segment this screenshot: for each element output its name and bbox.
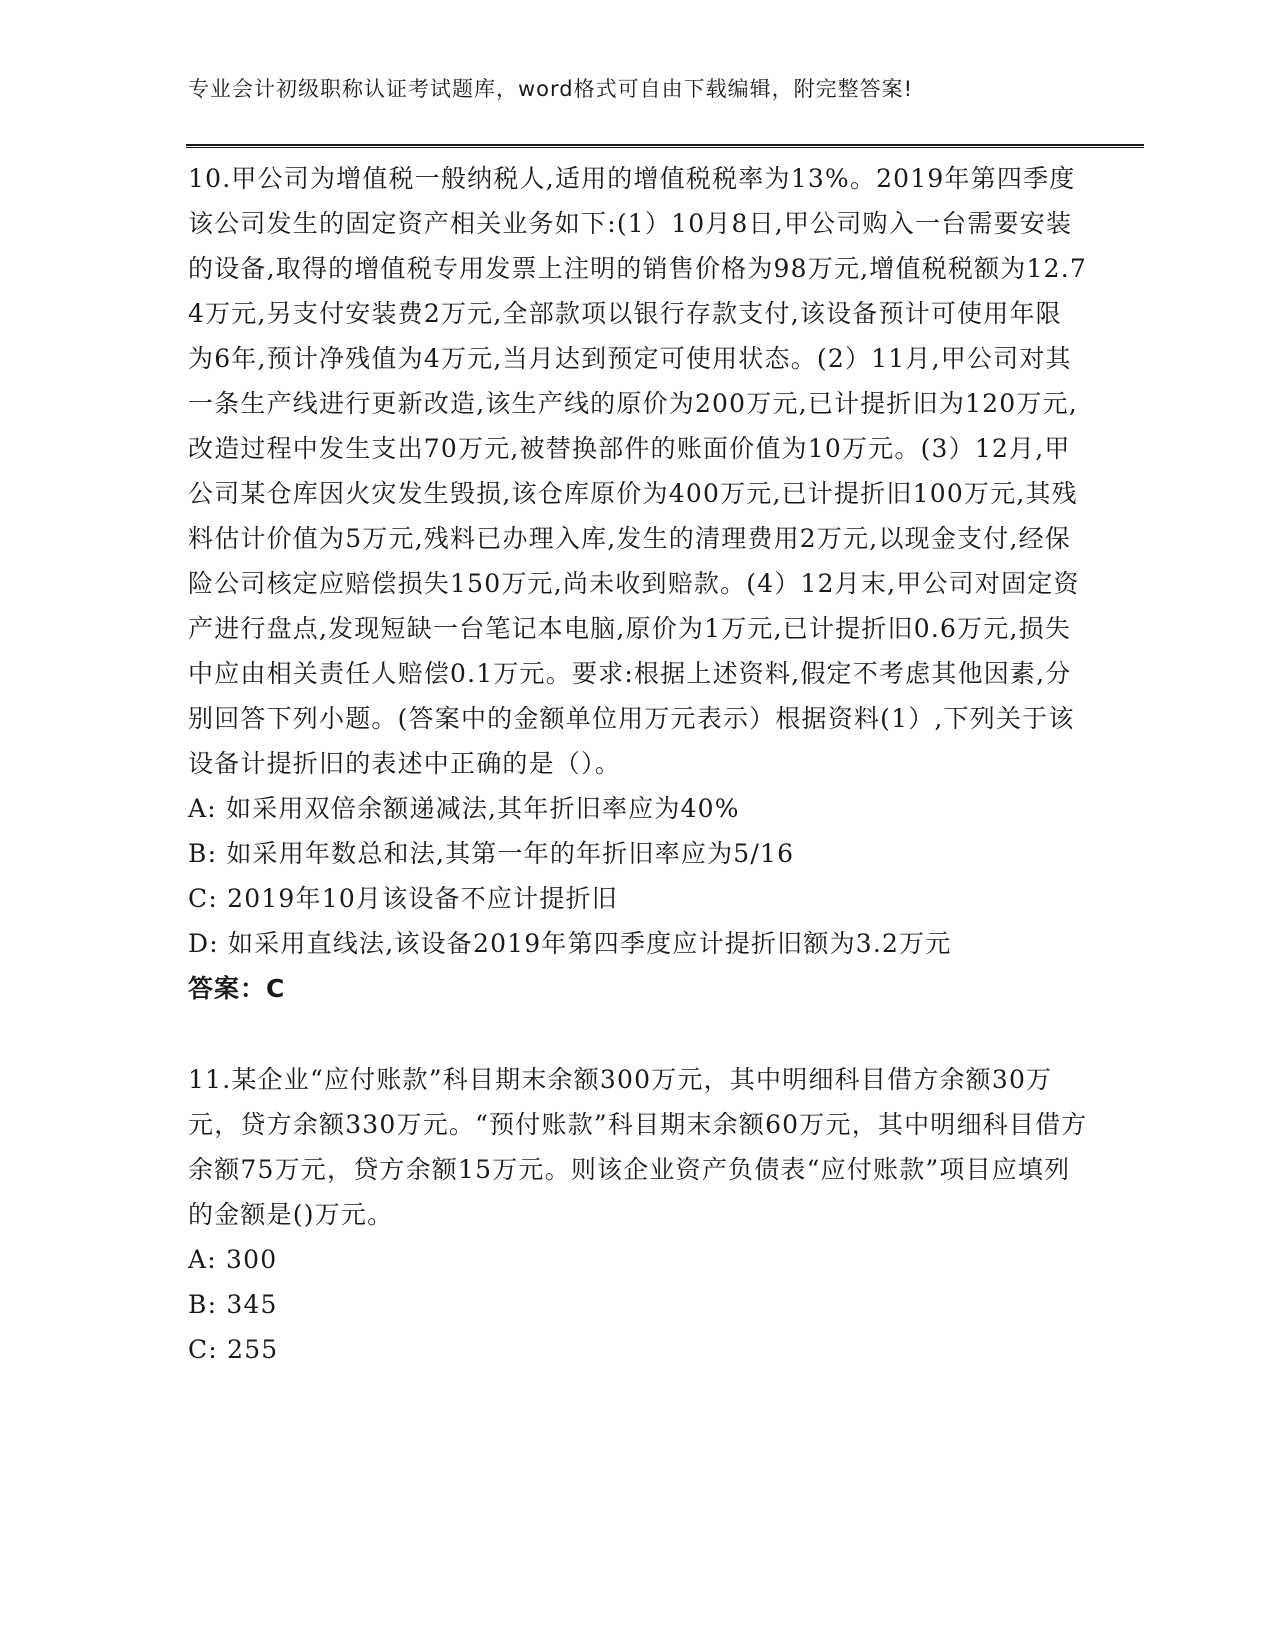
question-10 — [188, 156, 1088, 1011]
question-11 — [188, 1057, 1088, 1372]
option-d: D: 如采用直线法,该设备2019年第四季度应计提折旧额为3.2万元 — [188, 929, 952, 958]
question-stem: 11.某企业“应付账款”科目期末余额300万元，其中明细科目借方余额30万元，贷方余额330万元。“预付账款”科目期末余额60万元，其中明细科目借方余额75万元，贷方余额15万元。则该企业资产负债表“应付账款”项目应填列的金额是()万元。 — [188, 1065, 1088, 1229]
question-list — [188, 156, 1088, 1372]
option-a: A: 300 — [188, 1245, 278, 1274]
option-b: B: 345 — [188, 1290, 278, 1319]
option-c: C: 2019年10月该设备不应计提折旧 — [188, 884, 618, 913]
answer-label: 答案：C — [188, 974, 286, 1003]
page-header: 专业会计初级职称认证考试题库，word格式可自由下载编辑，附完整答案! — [188, 77, 914, 101]
option-a: A: 如采用双倍余额递减法,其年折旧率应为40% — [188, 794, 740, 823]
question-spacer — [188, 1011, 1088, 1057]
header-divider — [186, 144, 1144, 148]
question-stem: 10.甲公司为增值税一般纳税人,适用的增值税税率为13%。2019年第四季度该公司发生的固定资产相关业务如下:(1）10月8日,甲公司购入一台需要安装的设备,取得的增值税专用发票上注明的销售价格为98万元,增值税税额为12.74万元,另支付安装费2万元,全部款项以银行存款支付,该设备预计可使用年限为6年,预计净残值为4万元,当月达到预定可使用状态。(2）11月,甲公司对其一条生产线进行更新改造,该生产线的原价为200万元,已计提折旧为120万元,改造过程中发生支出70万元,被替换部件的账面价值为10万元。(3）12月,甲公司某仓库因火灾发生毁损,该仓库原价为400万元,已计提折旧100万元,其残料估计价值为5万元,残料已办理入库,发生的清理费用2万元,以现金支付,经保险公司核定应赔偿损失150万元,尚未收到赔款。(4）12月末,甲公司对固定资产进行盘点,发现短缺一台笔记本电脑,原价为1万元,已计提折旧0.6万元,损失中应由相关责任人赔偿0.1万元。要求:根据上述资料,假定不考虑其他因素,分别回答下列小题。(答案中的金额单位用万元表示）根据资料(1）,下列关于该设备计提折旧的表述中正确的是（）。 — [188, 164, 1087, 778]
option-c: C: 255 — [188, 1335, 279, 1364]
option-b: B: 如采用年数总和法,其第一年的年折旧率应为5/16 — [188, 839, 795, 868]
